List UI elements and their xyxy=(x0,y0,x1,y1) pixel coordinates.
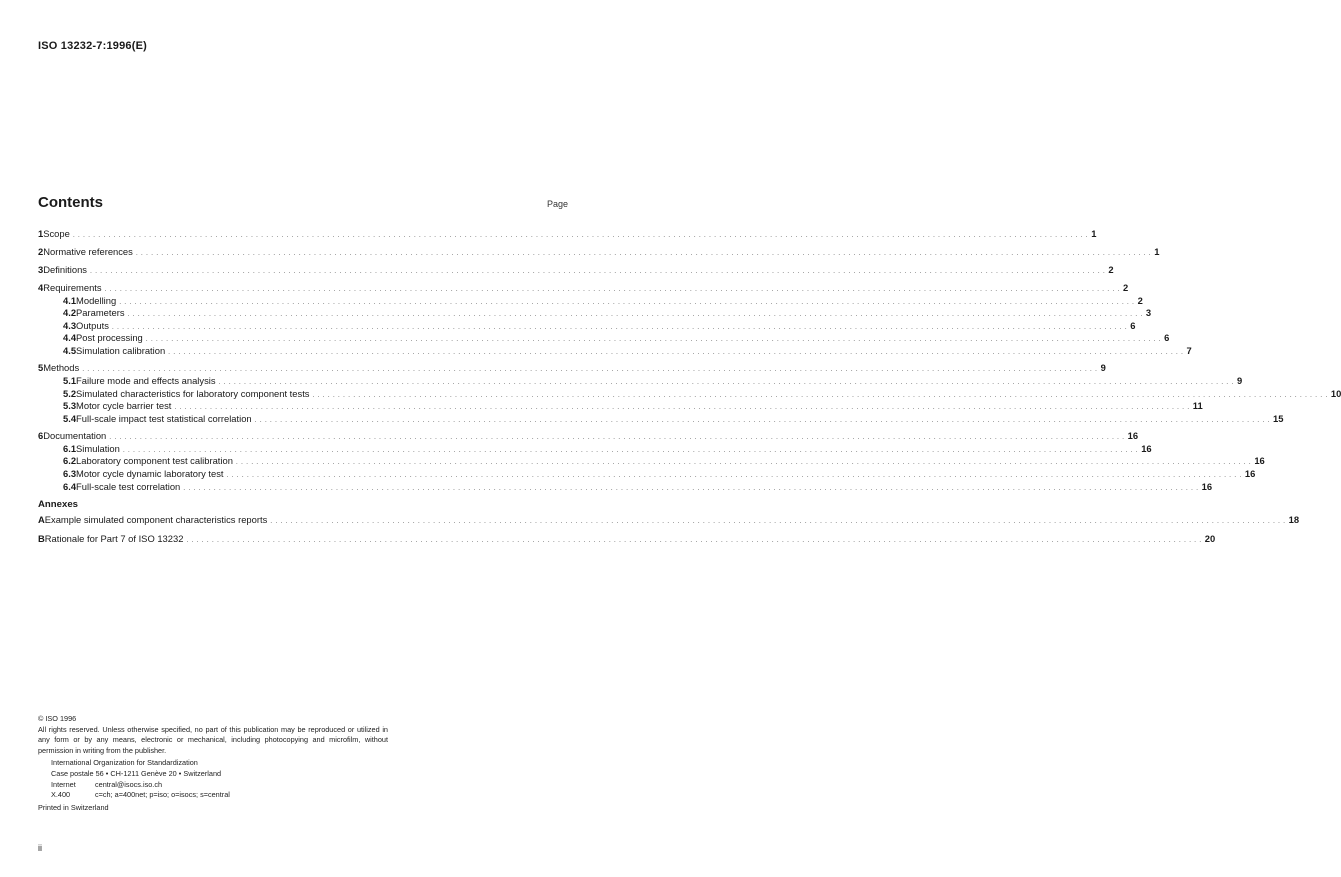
page-reference: 2 xyxy=(1137,294,1143,306)
toc-entry xyxy=(38,228,1097,240)
dot-leader: . . . . . . . . . . . . . . . . . . . . . . . . . . . . . . . . . . . . . . . . . . . . . . . . . . . . . . . . . . . . . . . . . . . . . . . . . . . . . . . . . . . . . . . . . . . . . . . . . . . . . . . . . . . . . . . . . . . . . . . . . . . . . . . . . . . . . . . . . . . . . . . . . . . . . . . . . . . . . . . . . . . . . . . . . . . . . . . . . . . . . . . . . . . . . . . . . . . . . . . . xyxy=(312,391,1328,399)
toc-entry xyxy=(38,264,1114,276)
dot-leader: . . . . . . . . . . . . . . . . . . . . . . . . . . . . . . . . . . . . . . . . . . . . . . . . . . . . . . . . . . . . . . . . . . . . . . . . . . . . . . . . . . . . . . . . . . . . . . . . . . . . . . . . . . . . . . . . . . . . . . . . . . . . . . . . . . . . . . . . . . . . . . . . . . . . . . . . . . . . . . . . . . . . . . . . . . . . . . . . . . . . . . . . . . . . . . . . . . . . . . . . xyxy=(168,349,1184,356)
toc-subentry xyxy=(63,412,1284,425)
section-title: Failure mode and effects analysis xyxy=(76,375,216,386)
section-title: Methods xyxy=(43,362,80,374)
section-title: Laboratory component test calibration xyxy=(76,455,233,467)
dot-leader: . . . . . . . . . . . . . . . . . . . . . . . . . . . . . . . . . . . . . . . . . . . . . . . . . . . . . . . . . . . . . . . . . . . . . . . . . . . . . . . . . . . . . . . . . . . . . . . . . . . . . . . . . . . . . . . . . . . . . . . . . . . . . . . . . . . . . . . . . . . . . . . . . . . . . . . . . . . . . . . . . . . . . . . . . . . . . . . . . . . . . . . . . . . . . . . . . . . . . . . . xyxy=(104,286,1120,293)
section-title: Documentation xyxy=(43,430,107,442)
page-reference: 6 xyxy=(1164,332,1170,344)
toc-entry xyxy=(38,246,1160,258)
dot-leader: . . . . . . . . . . . . . . . . . . . . . . . . . . . . . . . . . . . . . . . . . . . . . . . . . . . . . . . . . . . . . . . . . . . . . . . . . . . . . . . . . . . . . . . . . . . . . . . . . . . . . . . . . . . . . . . . . . . . . . . . . . . . . . . . . . . . . . . . . . . . . . . . . . . . . . . . . . . . . . . . . . . . . . . . . . . . . . . . . . . . . . . . . . . . . . . . . . . . . . . . xyxy=(186,537,1202,544)
section-number: 4.4 xyxy=(63,332,77,344)
section-title: Motor cycle barrier test xyxy=(76,400,172,412)
section-title: Requirements xyxy=(43,282,102,293)
printed-location: Printed in Switzerland xyxy=(38,802,109,812)
section-title: Normative references xyxy=(43,246,133,257)
section-number: 4 xyxy=(38,282,44,293)
section-number: 4.3 xyxy=(63,319,77,331)
page-reference: 16 xyxy=(1141,442,1152,454)
page-reference: 3 xyxy=(1145,307,1152,319)
section-title: Simulation xyxy=(76,442,120,454)
dot-leader: . . . . . . . . . . . . . . . . . . . . . . . . . . . . . . . . . . . . . . . . . . . . . . . . . . . . . . . . . . . . . . . . . . . . . . . . . . . . . . . . . . . . . . . . . . . . . . . . . . . . . . . . . . . . . . . . . . . . . . . . . . . . . . . . . . . . . . . . . . . . . . . . . . . . . . . . . . . . . . . . . . . . . . . . . . . . . . . . . . . . . . . . . . . . . . . . . . . . . . . . xyxy=(109,434,1125,442)
section-title: Definitions xyxy=(43,264,87,275)
section-number: 5.1 xyxy=(63,375,77,386)
page-reference: 11 xyxy=(1192,400,1203,412)
section-title: Motor cycle dynamic laboratory test xyxy=(76,468,224,479)
section-number: 6.2 xyxy=(63,455,77,467)
dot-leader: . . . . . . . . . . . . . . . . . . . . . . . . . . . . . . . . . . . . . . . . . . . . . . . . . . . . . . . . . . . . . . . . . . . . . . . . . . . . . . . . . . . . . . . . . . . . . . . . . . . . . . . . . . . . . . . . . . . . . . . . . . . . . . . . . . . . . . . . . . . . . . . . . . . . . . . . . . . . . . . . . . . . . . . . . . . . . . . . . . . . . . . . . . . . . . . . . . . . . . . . xyxy=(145,336,1162,344)
dot-leader: . . . . . . . . . . . . . . . . . . . . . . . . . . . . . . . . . . . . . . . . . . . . . . . . . . . . . . . . . . . . . . . . . . . . . . . . . . . . . . . . . . . . . . . . . . . . . . . . . . . . . . . . . . . . . . . . . . . . . . . . . . . . . . . . . . . . . . . . . . . . . . . . . . . . . . . . . . . . . . . . . . . . . . . . . . . . . . . . . . . . . . . . . . . . . . . . . . . . . . . . xyxy=(72,232,1089,239)
toc-entry xyxy=(38,430,1139,442)
x400-row xyxy=(51,790,398,801)
section-number: 5.2 xyxy=(63,387,77,399)
toc-entry xyxy=(38,362,1106,374)
page-reference: 1 xyxy=(1091,228,1097,239)
x400-label: X.400 xyxy=(51,790,71,800)
section-title: Scope xyxy=(43,228,70,239)
section-number: 6 xyxy=(38,430,44,442)
dot-leader: . . . . . . . . . . . . . . . . . . . . . . . . . . . . . . . . . . . . . . . . . . . . . . . . . . . . . . . . . . . . . . . . . . . . . . . . . . . . . . . . . . . . . . . . . . . . . . . . . . . . . . . . . . . . . . . . . . . . . . . . . . . . . . . . . . . . . . . . . . . . . . . . . . . . . . . . . . . . . . . . . . . . . . . . . . . . . . . . . . . . . . . . . . . . . . . . . . . . . . . . xyxy=(127,311,1143,319)
contents-heading: Contents xyxy=(38,194,103,211)
section-title: Outputs xyxy=(76,319,109,331)
dot-leader: . . . . . . . . . . . . . . . . . . . . . . . . . . . . . . . . . . . . . . . . . . . . . . . . . . . . . . . . . . . . . . . . . . . . . . . . . . . . . . . . . . . . . . . . . . . . . . . . . . . . . . . . . . . . . . . . . . . . . . . . . . . . . . . . . . . . . . . . . . . . . . . . . . . . . . . . . . . . . . . . . . . . . . . . . . . . . . . . . . . . . . . . . . . . . . . . . . . . . . . . xyxy=(174,404,1190,412)
section-title: Post processing xyxy=(76,332,143,344)
toc-entry xyxy=(38,514,1300,526)
toc-subentry xyxy=(63,400,1203,412)
page-reference: 18 xyxy=(1288,514,1300,525)
dot-leader: . . . . . . . . . . . . . . . . . . . . . . . . . . . . . . . . . . . . . . . . . . . . . . . . . . . . . . . . . . . . . . . . . . . . . . . . . . . . . . . . . . . . . . . . . . . . . . . . . . . . . . . . . . . . . . . . . . . . . . . . . . . . . . . . . . . . . . . . . . . . . . . . . . . . . . . . . . . . . . . . . . . . . . . . . . . . . . . . . . . . . . . . . . . . . . . . . . . . . . . . xyxy=(254,416,1271,424)
page-reference: 10 xyxy=(1330,387,1341,399)
page-reference: 15 xyxy=(1273,412,1284,424)
dot-leader: . . . . . . . . . . . . . . . . . . . . . . . . . . . . . . . . . . . . . . . . . . . . . . . . . . . . . . . . . . . . . . . . . . . . . . . . . . . . . . . . . . . . . . . . . . . . . . . . . . . . . . . . . . . . . . . . . . . . . . . . . . . . . . . . . . . . . . . . . . . . . . . . . . . . . . . . . . . . . . . . . . . . . . . . . . . . . . . . . . . . . . . . . . . . . . . . . . . . . . . . xyxy=(183,484,1199,492)
page-reference: 7 xyxy=(1186,345,1192,356)
toc-subentry xyxy=(63,387,1341,400)
page-reference: 6 xyxy=(1130,319,1136,331)
section-number: A xyxy=(38,514,45,525)
x400-value: c=ch; a=400net; p=iso; o=isocs; s=central xyxy=(95,790,230,800)
page-reference: 9 xyxy=(1236,375,1243,386)
section-title: Simulated characteristics for laboratory component tests xyxy=(76,387,310,399)
section-number: 3 xyxy=(38,264,44,275)
dot-leader: . . . . . . . . . . . . . . . . . . . . . . . . . . . . . . . . . . . . . . . . . . . . . . . . . . . . . . . . . . . . . . . . . . . . . . . . . . . . . . . . . . . . . . . . . . . . . . . . . . . . . . . . . . . . . . . . . . . . . . . . . . . . . . . . . . . . . . . . . . . . . . . . . . . . . . . . . . . . . . . . . . . . . . . . . . . . . . . . . . . . . . . . . . . . . . . . . . . . . . . . xyxy=(119,298,1135,306)
page-reference: 2 xyxy=(1122,282,1129,293)
internet-row xyxy=(51,780,398,791)
copyright-block xyxy=(38,714,398,813)
toc-subentry xyxy=(63,294,1143,307)
dot-leader: . . . . . . . . . . . . . . . . . . . . . . . . . . . . . . . . . . . . . . . . . . . . . . . . . . . . . . . . . . . . . . . . . . . . . . . . . . . . . . . . . . . . . . . . . . . . . . . . . . . . . . . . . . . . . . . . . . . . . . . . . . . . . . . . . . . . . . . . . . . . . . . . . . . . . . . . . . . . . . . . . . . . . . . . . . . . . . . . . . . . . . . . . . . . . . . . . . . . . . . . xyxy=(270,518,1286,525)
page-reference: 20 xyxy=(1204,533,1216,544)
dot-leader: . . . . . . . . . . . . . . . . . . . . . . . . . . . . . . . . . . . . . . . . . . . . . . . . . . . . . . . . . . . . . . . . . . . . . . . . . . . . . . . . . . . . . . . . . . . . . . . . . . . . . . . . . . . . . . . . . . . . . . . . . . . . . . . . . . . . . . . . . . . . . . . . . . . . . . . . . . . . . . . . . . . . . . . . . . . . . . . . . . . . . . . . . . . . . . . . . . . . . . . . xyxy=(135,250,1152,257)
section-title: Modelling xyxy=(76,294,117,306)
page-reference: 9 xyxy=(1100,362,1106,374)
annexes-heading: Annexes xyxy=(38,499,78,510)
dot-leader: . . . . . . . . . . . . . . . . . . . . . . . . . . . . . . . . . . . . . . . . . . . . . . . . . . . . . . . . . . . . . . . . . . . . . . . . . . . . . . . . . . . . . . . . . . . . . . . . . . . . . . . . . . . . . . . . . . . . . . . . . . . . . . . . . . . . . . . . . . . . . . . . . . . . . . . . . . . . . . . . . . . . . . . . . . . . . . . . . . . . . . . . . . . . . . . . . . . . . . . . xyxy=(226,472,1242,479)
page-reference: 16 xyxy=(1244,468,1256,479)
section-number: 6.4 xyxy=(63,480,77,492)
section-number: 1 xyxy=(38,228,44,239)
toc-subentry xyxy=(63,442,1152,455)
page-reference: 16 xyxy=(1254,455,1265,467)
toc-subentry xyxy=(63,307,1152,319)
toc-subentry xyxy=(63,375,1243,387)
section-number: 6.1 xyxy=(63,442,77,454)
toc-entry xyxy=(38,533,1216,545)
section-number: 4.5 xyxy=(63,345,77,356)
dot-leader: . . . . . . . . . . . . . . . . . . . . . . . . . . . . . . . . . . . . . . . . . . . . . . . . . . . . . . . . . . . . . . . . . . . . . . . . . . . . . . . . . . . . . . . . . . . . . . . . . . . . . . . . . . . . . . . . . . . . . . . . . . . . . . . . . . . . . . . . . . . . . . . . . . . . . . . . . . . . . . . . . . . . . . . . . . . . . . . . . . . . . . . . . . . . . . . . . . . . . . . . xyxy=(218,379,1234,386)
copyright-line: © ISO 1996 xyxy=(38,714,77,723)
section-number: 2 xyxy=(38,246,44,257)
page-column-label: Page xyxy=(547,199,569,209)
dot-leader: . . . . . . . . . . . . . . . . . . . . . . . . . . . . . . . . . . . . . . . . . . . . . . . . . . . . . . . . . . . . . . . . . . . . . . . . . . . . . . . . . . . . . . . . . . . . . . . . . . . . . . . . . . . . . . . . . . . . . . . . . . . . . . . . . . . . . . . . . . . . . . . . . . . . . . . . . . . . . . . . . . . . . . . . . . . . . . . . . . . . . . . . . . . . . . . . . . . . . . . . xyxy=(122,446,1139,454)
section-number: 4.2 xyxy=(63,307,77,319)
postal-address: Case postale 56 • CH-1211 Genève 20 • Switzerland xyxy=(51,768,222,778)
section-title: Full-scale test correlation xyxy=(76,480,181,492)
section-number: 5.4 xyxy=(63,412,77,424)
page-reference: 2 xyxy=(1108,264,1114,275)
section-number: 4.1 xyxy=(63,294,77,306)
section-title: Rationale for Part 7 of ISO 13232 xyxy=(44,533,184,544)
rights-statement: All rights reserved. Unless otherwise specified, no part of this publication may be reproduced or utilized in any form or by any means, electronic or mechanical, including photocopying and microfilm, without permission in writing from the publisher. xyxy=(38,724,388,755)
section-title: Simulation calibration xyxy=(76,345,166,356)
dot-leader: . . . . . . . . . . . . . . . . . . . . . . . . . . . . . . . . . . . . . . . . . . . . . . . . . . . . . . . . . . . . . . . . . . . . . . . . . . . . . . . . . . . . . . . . . . . . . . . . . . . . . . . . . . . . . . . . . . . . . . . . . . . . . . . . . . . . . . . . . . . . . . . . . . . . . . . . . . . . . . . . . . . . . . . . . . . . . . . . . . . . . . . . . . . . . . . . . . . . . . . . xyxy=(82,366,1098,374)
section-number: B xyxy=(38,533,45,544)
page-number: ii xyxy=(38,843,42,853)
toc-subentry xyxy=(63,319,1136,332)
toc-entry xyxy=(38,282,1129,294)
toc-subentry xyxy=(63,468,1256,480)
toc-subentry xyxy=(63,345,1192,357)
section-title: Example simulated component characteristics reports xyxy=(44,514,268,525)
section-number: 5 xyxy=(38,362,44,374)
toc-subentry xyxy=(63,332,1170,344)
section-number: 6.3 xyxy=(63,468,77,479)
organization-name: International Organization for Standardization xyxy=(51,758,198,768)
page-reference: 16 xyxy=(1201,480,1213,492)
publisher-address xyxy=(51,758,398,800)
dot-leader: . . . . . . . . . . . . . . . . . . . . . . . . . . . . . . . . . . . . . . . . . . . . . . . . . . . . . . . . . . . . . . . . . . . . . . . . . . . . . . . . . . . . . . . . . . . . . . . . . . . . . . . . . . . . . . . . . . . . . . . . . . . . . . . . . . . . . . . . . . . . . . . . . . . . . . . . . . . . . . . . . . . . . . . . . . . . . . . . . . . . . . . . . . . . . . . . . . . . . . . . xyxy=(111,323,1128,331)
internet-value: central@isocs.iso.ch xyxy=(95,779,163,789)
page-reference: 16 xyxy=(1127,430,1139,442)
section-title: Full-scale impact test statistical correlation xyxy=(76,412,252,424)
dot-leader: . . . . . . . . . . . . . . . . . . . . . . . . . . . . . . . . . . . . . . . . . . . . . . . . . . . . . . . . . . . . . . . . . . . . . . . . . . . . . . . . . . . . . . . . . . . . . . . . . . . . . . . . . . . . . . . . . . . . . . . . . . . . . . . . . . . . . . . . . . . . . . . . . . . . . . . . . . . . . . . . . . . . . . . . . . . . . . . . . . . . . . . . . . . . . . . . . . . . . . . . xyxy=(235,459,1252,467)
document-id: ISO 13232-7:1996(E) xyxy=(38,40,147,52)
page-reference: 1 xyxy=(1154,246,1160,257)
section-title: Parameters xyxy=(76,307,125,319)
toc-subentry xyxy=(63,455,1265,467)
internet-label: Internet xyxy=(51,779,76,789)
toc-subentry xyxy=(63,480,1213,493)
dot-leader: . . . . . . . . . . . . . . . . . . . . . . . . . . . . . . . . . . . . . . . . . . . . . . . . . . . . . . . . . . . . . . . . . . . . . . . . . . . . . . . . . . . . . . . . . . . . . . . . . . . . . . . . . . . . . . . . . . . . . . . . . . . . . . . . . . . . . . . . . . . . . . . . . . . . . . . . . . . . . . . . . . . . . . . . . . . . . . . . . . . . . . . . . . . . . . . . . . . . . . . . xyxy=(90,268,1106,275)
section-number: 5.3 xyxy=(63,400,77,412)
